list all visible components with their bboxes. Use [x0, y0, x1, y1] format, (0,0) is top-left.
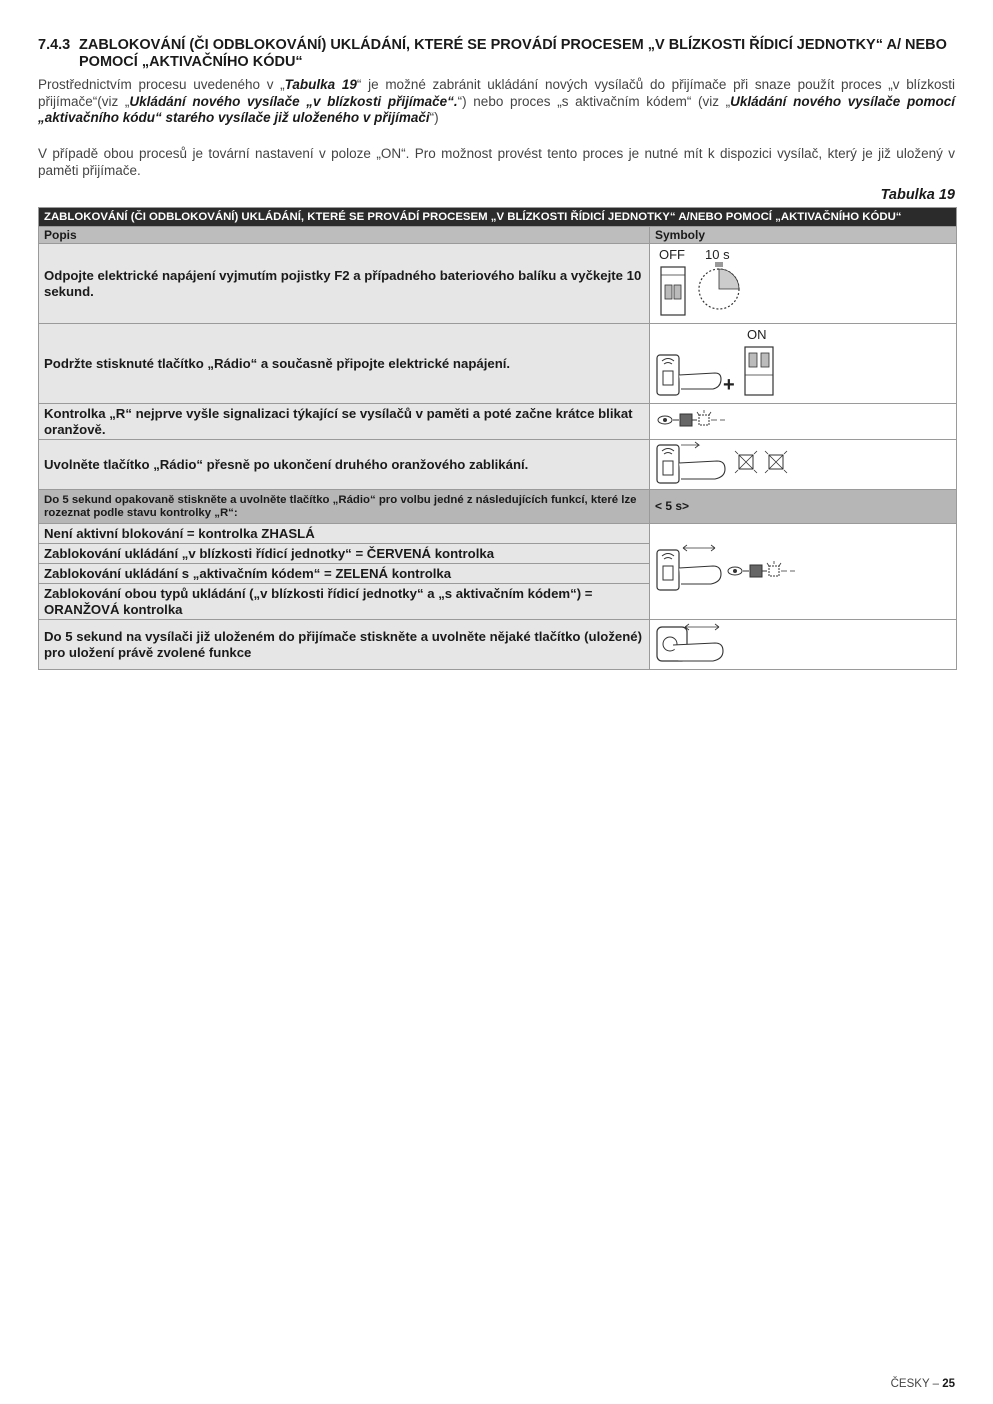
- step-description: Do 5 sekund opakovaně stiskněte a uvolněte tlačítko „Rádio“ pro volbu jedné z následujících funkcí, které lze rozeznat podle stavu kontrolky „R“:: [39, 490, 650, 524]
- release-radio-button-icon: [655, 441, 805, 485]
- section-number: 7.4.3: [38, 37, 71, 53]
- section-heading: [38, 37, 958, 71]
- symbol-cell: [650, 324, 957, 404]
- off-label: OFF: [659, 246, 685, 262]
- table-row: [39, 244, 957, 324]
- table-row: [39, 524, 957, 544]
- table-title: ZABLOKOVÁNÍ (ČI ODBLOKOVÁNÍ) UKLÁDÁNÍ, KTERÉ SE PROVÁDÍ PROCESEM „V BLÍZKOSTI ŘÍDICÍ JEDNOTKY“ A/NEBO POMOCÍ „AKTIVAČNÍHO KÓDU“: [39, 208, 957, 227]
- col-header-description: Popis: [39, 227, 650, 244]
- time-limit-note: < 5 s>: [650, 490, 957, 524]
- intro-text-1: Prostřednictvím procesu uvedeného v „: [38, 77, 285, 92]
- table-row: [39, 404, 957, 440]
- option-description: Zablokování ukládání s „aktivačním kódem“ = ZELENÁ kontrolka: [39, 564, 650, 584]
- step-description: Do 5 sekund na vysílači již uloženém do přijímače stiskněte a uvolněte nějaké tlačítko (uložené) pro uložení právě zvolené funkce: [39, 620, 650, 670]
- on-label: ON: [747, 326, 767, 342]
- option-description: Zablokování ukládání „v blízkosti řídicí jednotky“ = ČERVENÁ kontrolka: [39, 544, 650, 564]
- table-caption: Tabulka 19: [880, 187, 955, 203]
- step-description: Podržte stisknuté tlačítko „Rádio“ a současně připojte elektrické napájení.: [39, 324, 650, 404]
- step-description: Kontrolka „R“ nejprve vyšle signalizaci týkající se vysílačů v paměti a poté začne krátce blikat oranžově.: [39, 404, 650, 440]
- near-receiver-reference: Ukládání nového vysílače „v blízkosti přijímače“.: [129, 93, 458, 109]
- symbol-cell: [650, 620, 957, 670]
- power-off-wait-icon: [655, 245, 775, 319]
- step-description: Uvolněte tlačítko „Rádio“ přesně po ukončení druhého oranžového zablikání.: [39, 440, 650, 490]
- symbol-cell: [650, 524, 957, 620]
- intro-text-3: “) nebo proces „s aktivačním kódem“ (viz „: [457, 93, 731, 109]
- table-reference: Tabulka 19: [284, 77, 357, 92]
- table-row: [39, 440, 957, 490]
- option-description: Není aktivní blokování = kontrolka ZHASLÁ: [39, 524, 650, 544]
- svg-text:+: +: [723, 373, 735, 396]
- page-number: 25: [942, 1378, 955, 1390]
- time-label: 10 s: [705, 246, 730, 262]
- activation-code-reference: Ukládání nového vysílače pomocí „aktivačního kódu“ starého vysílače již uloženého v přijímači: [38, 93, 955, 125]
- col-header-symbols: Symboly: [650, 227, 957, 244]
- step-description: Odpojte elektrické napájení vyjmutím pojistky F2 a případného bateriového balíku a vyčkejte 10 sekund.: [39, 244, 650, 324]
- table-row: [39, 620, 957, 670]
- press-transmitter-button-icon: [655, 621, 745, 665]
- led-blink-icon: [655, 409, 745, 431]
- page-footer: [891, 1378, 955, 1390]
- intro-paragraph: [38, 77, 955, 127]
- note-paragraph: V případě obou procesů je tovární nastavení v poloze „ON“. Pro možnost provést tento proces je nutné mít k dispozici vysílač, který je již uložený v paměti přijímače.: [38, 146, 955, 178]
- press-radio-led-icon: [655, 540, 815, 600]
- symbol-cell: [650, 244, 957, 324]
- intro-text-2: “ je možné zabránit ukládání nových vysílačů do přijímače při snaze použít proces „v blízkosti přijímače“(viz „: [38, 77, 955, 109]
- footer-language: ČESKY –: [890, 1378, 943, 1390]
- intro-text-4: “): [429, 110, 439, 125]
- symbol-cell: [650, 440, 957, 490]
- section-title: ZABLOKOVÁNÍ (ČI ODBLOKOVÁNÍ) UKLÁDÁNÍ, KTERÉ SE PROVÁDÍ PROCESEM „V BLÍZKOSTI ŘÍDICÍ JEDNOTKY“ A/ NEBO POMOCÍ „AKTIVAČNÍHO KÓDU“: [79, 37, 947, 70]
- symbol-cell: [650, 404, 957, 440]
- option-description: Zablokování obou typů ukládání („v blízkosti řídicí jednotky“ a „s aktivačním kódem“) = ORANŽOVÁ kontrolka: [39, 584, 650, 620]
- radio-button-power-on-icon: [655, 325, 795, 399]
- procedure-table: [38, 207, 957, 670]
- table-row: [39, 324, 957, 404]
- table-row: [39, 490, 957, 524]
